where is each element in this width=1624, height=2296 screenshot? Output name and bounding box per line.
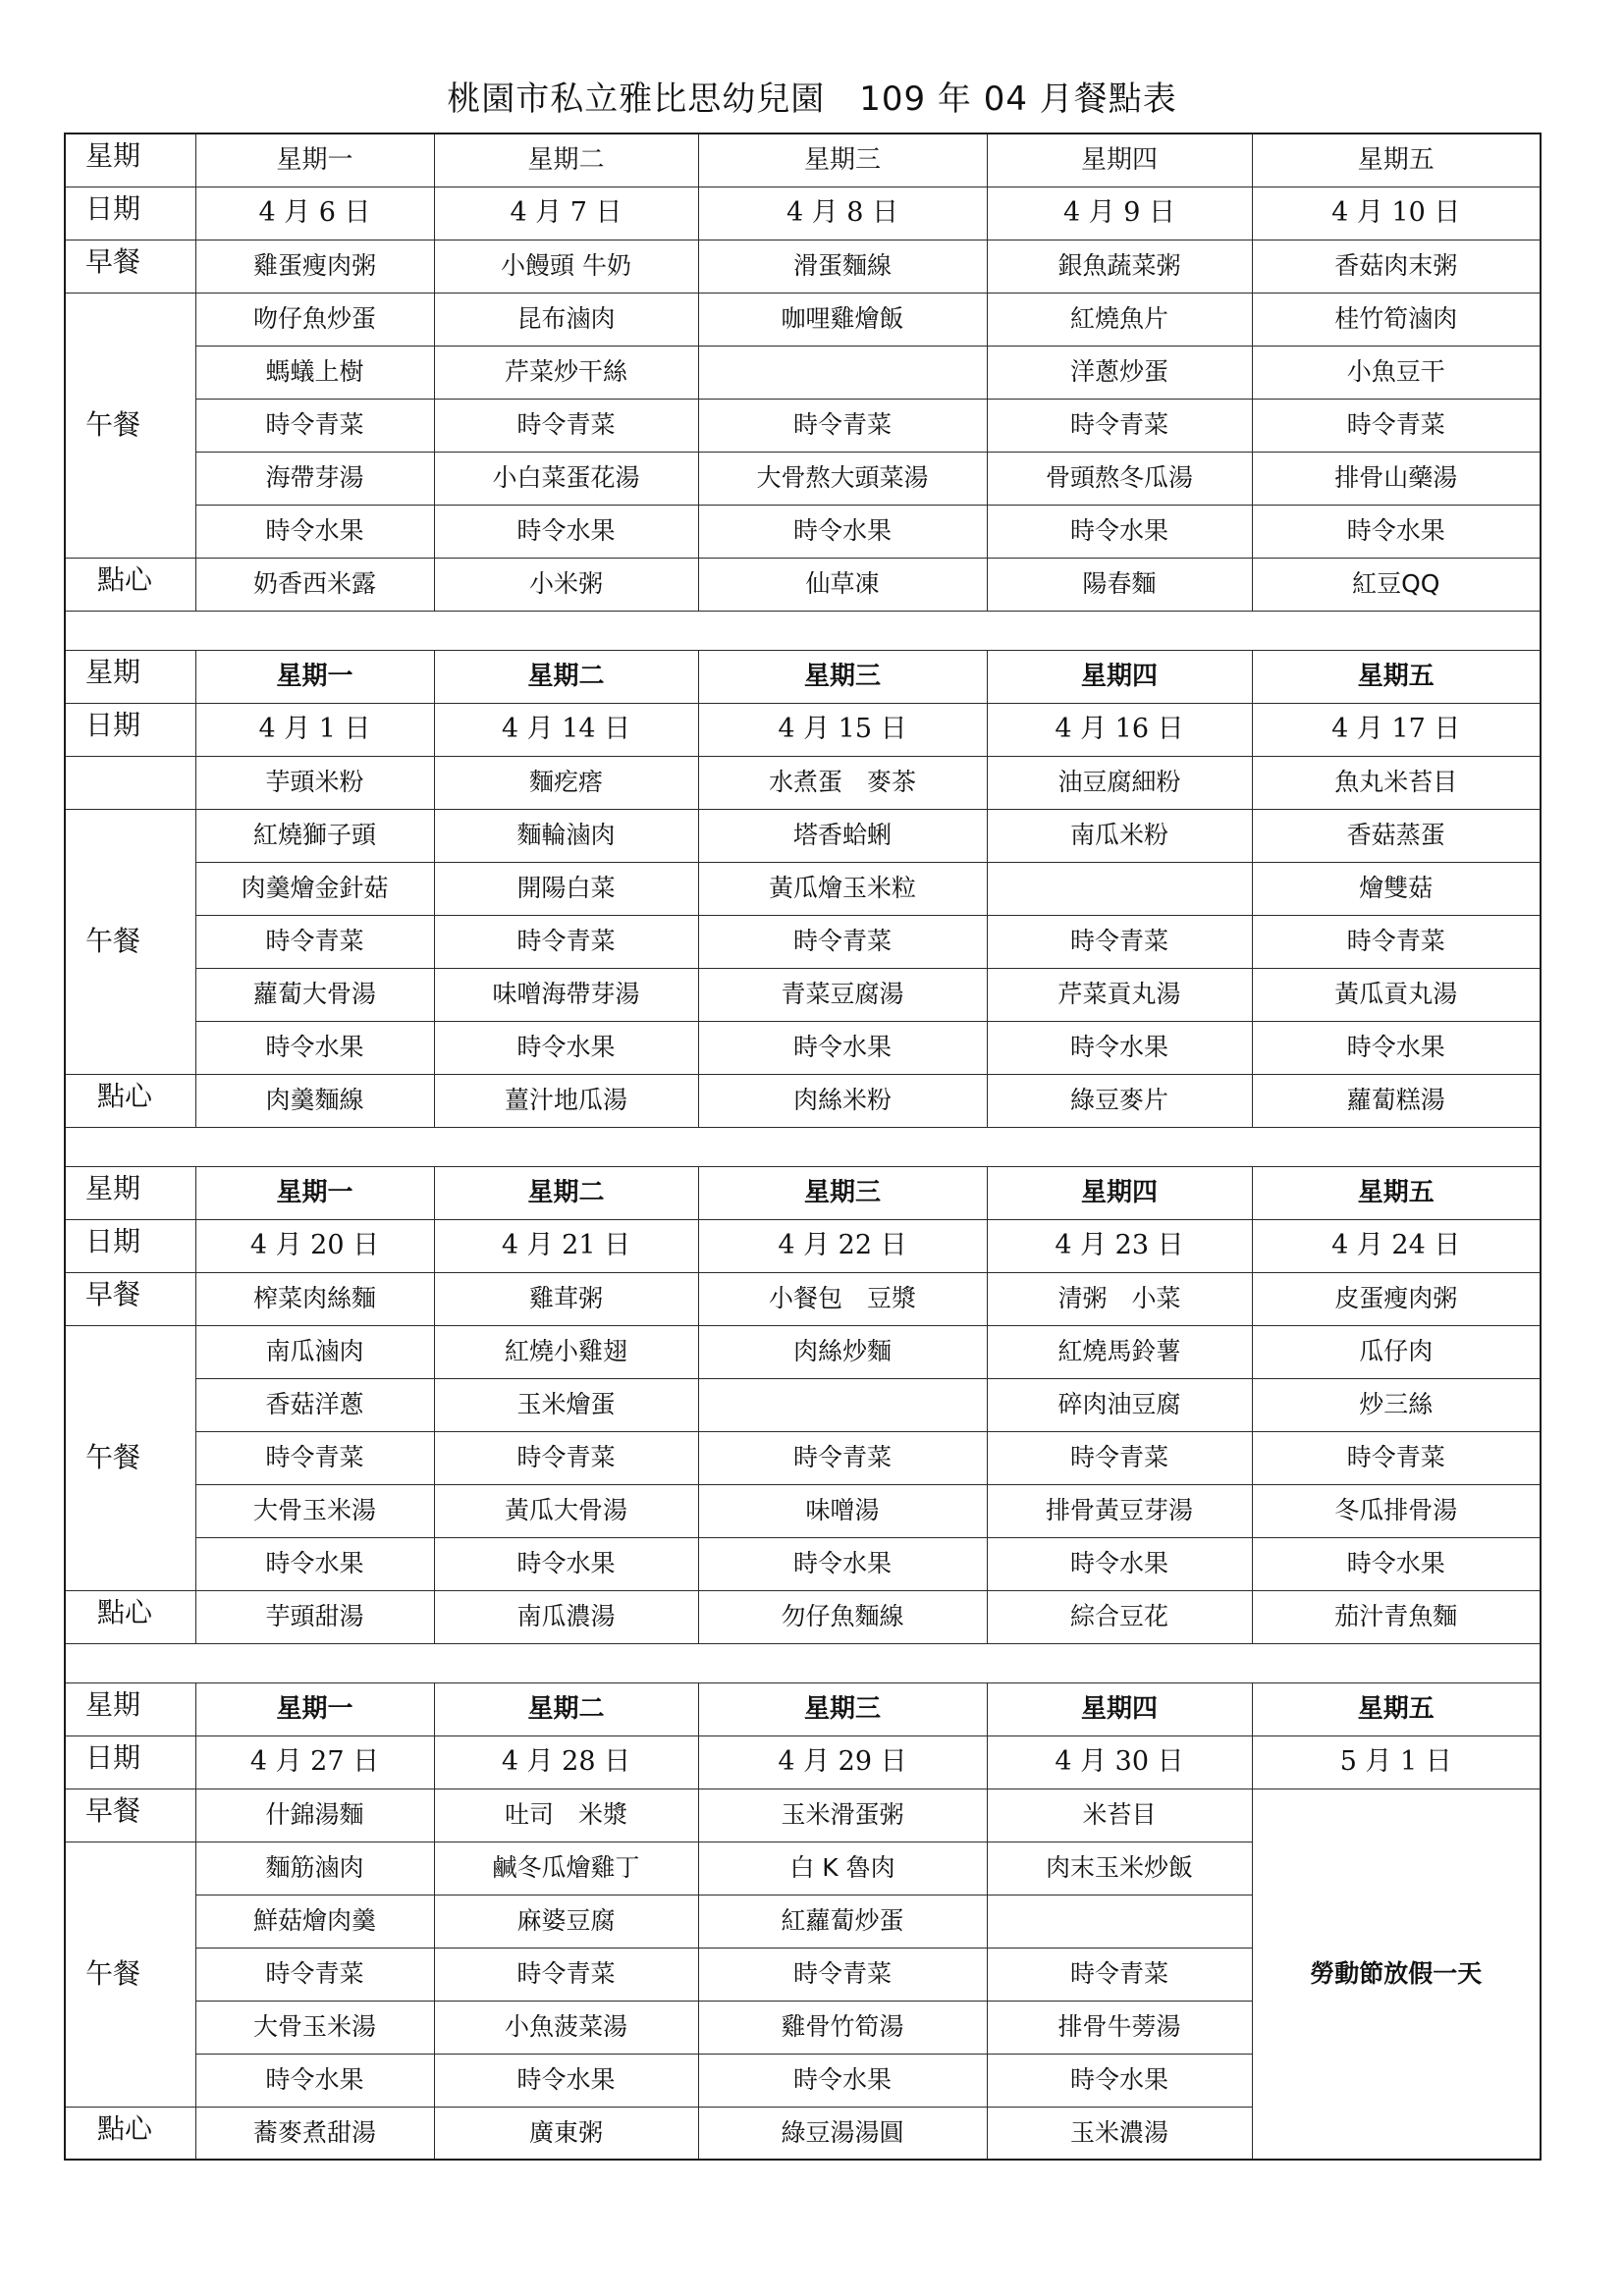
day-header-friday: 星期五 — [1252, 133, 1541, 187]
lunch-row — [65, 915, 1541, 968]
date-label: 日期 — [65, 703, 195, 756]
weekday-row — [65, 133, 1541, 187]
lunch-dish-tuesday: 紅燒小雞翅 — [434, 1325, 698, 1378]
breakfast-monday: 芋頭米粉 — [195, 756, 434, 809]
breakfast-row — [65, 1272, 1541, 1325]
lunch-dish-wednesday: 雞骨竹筍湯 — [698, 2001, 987, 2054]
lunch-dish-friday: 時令青菜 — [1252, 1431, 1541, 1484]
breakfast-label: 早餐 — [65, 1272, 195, 1325]
lunch-dish-monday: 香菇洋蔥 — [195, 1378, 434, 1431]
lunch-dish-thursday: 紅燒魚片 — [987, 293, 1252, 346]
date-monday: 4 月 6 日 — [195, 187, 434, 240]
lunch-dish-tuesday: 鹹冬瓜燴雞丁 — [434, 1842, 698, 1895]
day-header-tuesday: 星期二 — [434, 650, 698, 703]
lunch-dish-tuesday: 時令青菜 — [434, 1948, 698, 2001]
lunch-dish-tuesday: 時令青菜 — [434, 915, 698, 968]
lunch-dish-tuesday: 開陽白菜 — [434, 862, 698, 915]
breakfast-tuesday: 小饅頭 牛奶 — [434, 240, 698, 293]
snack-row — [65, 1590, 1541, 1643]
lunch-label: 午餐 — [65, 809, 195, 1074]
breakfast-monday: 雞蛋瘦肉粥 — [195, 240, 434, 293]
snack-thursday: 綠豆麥片 — [987, 1074, 1252, 1127]
day-header-thursday: 星期四 — [987, 1166, 1252, 1219]
lunch-dish-friday: 時令水果 — [1252, 1021, 1541, 1074]
lunch-dish-wednesday: 咖哩雞燴飯 — [698, 293, 987, 346]
day-header-friday: 星期五 — [1252, 1166, 1541, 1219]
lunch-dish-tuesday: 時令水果 — [434, 2054, 698, 2107]
lunch-dish-thursday: 時令水果 — [987, 505, 1252, 558]
lunch-dish-monday: 時令青菜 — [195, 399, 434, 452]
lunch-dish-thursday: 南瓜米粉 — [987, 809, 1252, 862]
week-separator-row — [65, 1643, 1541, 1682]
lunch-dish-wednesday — [698, 1378, 987, 1431]
lunch-row — [65, 968, 1541, 1021]
date-label: 日期 — [65, 1219, 195, 1272]
breakfast-wednesday: 水煮蛋 麥茶 — [698, 756, 987, 809]
lunch-dish-friday: 時令水果 — [1252, 505, 1541, 558]
lunch-row — [65, 1021, 1541, 1074]
date-tuesday: 4 月 28 日 — [434, 1735, 698, 1789]
lunch-dish-tuesday: 小白菜蛋花湯 — [434, 452, 698, 505]
week-separator — [65, 1643, 1541, 1682]
date-wednesday: 4 月 15 日 — [698, 703, 987, 756]
lunch-dish-friday: 黃瓜貢丸湯 — [1252, 968, 1541, 1021]
date-tuesday: 4 月 7 日 — [434, 187, 698, 240]
date-row — [65, 1735, 1541, 1789]
week-separator-row — [65, 1127, 1541, 1166]
lunch-dish-tuesday: 小魚菠菜湯 — [434, 2001, 698, 2054]
snack-label: 點心 — [65, 1590, 195, 1643]
lunch-row — [65, 1484, 1541, 1537]
lunch-dish-wednesday: 時令青菜 — [698, 1948, 987, 2001]
weekday-label: 星期 — [65, 1682, 195, 1735]
lunch-dish-monday: 時令青菜 — [195, 1431, 434, 1484]
lunch-dish-tuesday: 麵輪滷肉 — [434, 809, 698, 862]
lunch-dish-thursday: 肉末玉米炒飯 — [987, 1842, 1252, 1895]
lunch-dish-wednesday: 味噌湯 — [698, 1484, 987, 1537]
lunch-dish-thursday: 排骨黃豆芽湯 — [987, 1484, 1252, 1537]
day-header-wednesday: 星期三 — [698, 1166, 987, 1219]
lunch-dish-monday: 時令水果 — [195, 1021, 434, 1074]
lunch-dish-monday: 時令青菜 — [195, 1948, 434, 2001]
snack-label: 點心 — [65, 558, 195, 611]
lunch-dish-tuesday: 時令青菜 — [434, 399, 698, 452]
snack-monday: 奶香西米露 — [195, 558, 434, 611]
lunch-label: 午餐 — [65, 293, 195, 558]
date-thursday: 4 月 23 日 — [987, 1219, 1252, 1272]
lunch-dish-wednesday: 黃瓜燴玉米粒 — [698, 862, 987, 915]
lunch-dish-tuesday: 時令水果 — [434, 505, 698, 558]
lunch-dish-wednesday: 時令青菜 — [698, 1431, 987, 1484]
day-header-tuesday: 星期二 — [434, 1166, 698, 1219]
lunch-dish-monday: 時令水果 — [195, 2054, 434, 2107]
lunch-dish-thursday: 排骨牛蒡湯 — [987, 2001, 1252, 2054]
lunch-dish-thursday — [987, 862, 1252, 915]
snack-monday: 蕎麥煮甜湯 — [195, 2107, 434, 2160]
day-header-thursday: 星期四 — [987, 133, 1252, 187]
lunch-label: 午餐 — [65, 1325, 195, 1590]
lunch-dish-wednesday: 大骨熬大頭菜湯 — [698, 452, 987, 505]
lunch-dish-tuesday: 味噌海帶芽湯 — [434, 968, 698, 1021]
day-header-tuesday: 星期二 — [434, 133, 698, 187]
lunch-dish-wednesday: 時令水果 — [698, 1537, 987, 1590]
lunch-dish-wednesday: 紅蘿蔔炒蛋 — [698, 1895, 987, 1948]
breakfast-thursday: 清粥 小菜 — [987, 1272, 1252, 1325]
breakfast-wednesday: 滑蛋麵線 — [698, 240, 987, 293]
lunch-dish-thursday: 時令青菜 — [987, 915, 1252, 968]
breakfast-thursday: 油豆腐細粉 — [987, 756, 1252, 809]
date-thursday: 4 月 9 日 — [987, 187, 1252, 240]
snack-tuesday: 南瓜濃湯 — [434, 1590, 698, 1643]
lunch-dish-wednesday: 時令青菜 — [698, 399, 987, 452]
snack-tuesday: 薑汁地瓜湯 — [434, 1074, 698, 1127]
lunch-dish-thursday: 時令青菜 — [987, 399, 1252, 452]
date-monday: 4 月 1 日 — [195, 703, 434, 756]
lunch-dish-friday: 時令青菜 — [1252, 399, 1541, 452]
day-header-wednesday: 星期三 — [698, 650, 987, 703]
snack-wednesday: 肉絲米粉 — [698, 1074, 987, 1127]
breakfast-friday: 香菇肉末粥 — [1252, 240, 1541, 293]
day-header-monday: 星期一 — [195, 650, 434, 703]
lunch-dish-thursday: 時令青菜 — [987, 1431, 1252, 1484]
snack-friday: 紅豆QQ — [1252, 558, 1541, 611]
lunch-dish-monday: 紅燒獅子頭 — [195, 809, 434, 862]
lunch-dish-thursday: 時令青菜 — [987, 1948, 1252, 2001]
snack-thursday: 陽春麵 — [987, 558, 1252, 611]
lunch-dish-monday: 時令水果 — [195, 1537, 434, 1590]
date-thursday: 4 月 16 日 — [987, 703, 1252, 756]
page-title: 桃園市私立雅比思幼兒園 109 年 04 月餐點表 — [447, 80, 1177, 119]
lunch-dish-friday: 瓜仔肉 — [1252, 1325, 1541, 1378]
lunch-dish-wednesday — [698, 346, 987, 399]
breakfast-label — [65, 756, 195, 809]
lunch-dish-tuesday: 昆布滷肉 — [434, 293, 698, 346]
day-header-monday: 星期一 — [195, 133, 434, 187]
lunch-row — [65, 452, 1541, 505]
lunch-row — [65, 1431, 1541, 1484]
snack-monday: 肉羹麵線 — [195, 1074, 434, 1127]
snack-thursday: 綜合豆花 — [987, 1590, 1252, 1643]
lunch-dish-friday: 排骨山藥湯 — [1252, 452, 1541, 505]
lunch-dish-friday: 燴雙菇 — [1252, 862, 1541, 915]
breakfast-friday: 魚丸米苔目 — [1252, 756, 1541, 809]
lunch-dish-monday: 螞蟻上樹 — [195, 346, 434, 399]
snack-label: 點心 — [65, 1074, 195, 1127]
lunch-dish-tuesday: 芹菜炒干絲 — [434, 346, 698, 399]
lunch-dish-wednesday: 時令水果 — [698, 2054, 987, 2107]
lunch-row — [65, 399, 1541, 452]
lunch-dish-friday: 桂竹筍滷肉 — [1252, 293, 1541, 346]
date-wednesday: 4 月 22 日 — [698, 1219, 987, 1272]
holiday-notice: 勞動節放假一天 — [1252, 1789, 1541, 2160]
lunch-dish-monday: 大骨玉米湯 — [195, 2001, 434, 2054]
snack-wednesday: 綠豆湯湯圓 — [698, 2107, 987, 2160]
lunch-dish-tuesday: 時令水果 — [434, 1021, 698, 1074]
lunch-row — [65, 1537, 1541, 1590]
lunch-dish-wednesday: 肉絲炒麵 — [698, 1325, 987, 1378]
lunch-row — [65, 809, 1541, 862]
snack-wednesday: 勿仔魚麵線 — [698, 1590, 987, 1643]
lunch-dish-monday: 鮮菇燴肉羹 — [195, 1895, 434, 1948]
snack-monday: 芋頭甜湯 — [195, 1590, 434, 1643]
week-separator — [65, 1127, 1541, 1166]
lunch-label: 午餐 — [65, 1842, 195, 2107]
snack-row — [65, 1074, 1541, 1127]
breakfast-tuesday: 雞茸粥 — [434, 1272, 698, 1325]
lunch-dish-thursday: 時令水果 — [987, 1537, 1252, 1590]
snack-label: 點心 — [65, 2107, 195, 2160]
lunch-dish-monday: 時令青菜 — [195, 915, 434, 968]
breakfast-tuesday: 麵疙瘩 — [434, 756, 698, 809]
date-friday: 4 月 17 日 — [1252, 703, 1541, 756]
lunch-dish-tuesday: 時令水果 — [434, 1537, 698, 1590]
snack-tuesday: 廣東粥 — [434, 2107, 698, 2160]
lunch-dish-tuesday: 玉米燴蛋 — [434, 1378, 698, 1431]
breakfast-thursday: 米苔目 — [987, 1789, 1252, 1842]
lunch-dish-tuesday: 黃瓜大骨湯 — [434, 1484, 698, 1537]
breakfast-monday: 什錦湯麵 — [195, 1789, 434, 1842]
weekday-row — [65, 1166, 1541, 1219]
breakfast-label: 早餐 — [65, 1789, 195, 1842]
lunch-dish-wednesday: 青菜豆腐湯 — [698, 968, 987, 1021]
snack-friday: 茄汁青魚麵 — [1252, 1590, 1541, 1643]
lunch-dish-monday: 肉羹燴金針菇 — [195, 862, 434, 915]
lunch-dish-friday: 小魚豆干 — [1252, 346, 1541, 399]
lunch-dish-monday: 南瓜滷肉 — [195, 1325, 434, 1378]
day-header-monday: 星期一 — [195, 1682, 434, 1735]
weekday-label: 星期 — [65, 650, 195, 703]
lunch-dish-thursday: 碎肉油豆腐 — [987, 1378, 1252, 1431]
lunch-dish-friday: 香菇蒸蛋 — [1252, 809, 1541, 862]
day-header-thursday: 星期四 — [987, 1682, 1252, 1735]
date-wednesday: 4 月 29 日 — [698, 1735, 987, 1789]
date-label: 日期 — [65, 187, 195, 240]
lunch-dish-wednesday: 白 K 魯肉 — [698, 1842, 987, 1895]
lunch-dish-tuesday: 麻婆豆腐 — [434, 1895, 698, 1948]
lunch-row — [65, 293, 1541, 346]
lunch-dish-thursday: 時令水果 — [987, 2054, 1252, 2107]
lunch-row — [65, 1325, 1541, 1378]
breakfast-friday: 皮蛋瘦肉粥 — [1252, 1272, 1541, 1325]
lunch-dish-friday: 冬瓜排骨湯 — [1252, 1484, 1541, 1537]
meal-schedule-table — [64, 133, 1542, 2161]
breakfast-row — [65, 1789, 1541, 1842]
lunch-dish-friday: 炒三絲 — [1252, 1378, 1541, 1431]
week-separator — [65, 611, 1541, 650]
snack-tuesday: 小米粥 — [434, 558, 698, 611]
day-header-friday: 星期五 — [1252, 650, 1541, 703]
breakfast-monday: 榨菜肉絲麵 — [195, 1272, 434, 1325]
date-monday: 4 月 27 日 — [195, 1735, 434, 1789]
lunch-dish-thursday: 時令水果 — [987, 1021, 1252, 1074]
breakfast-thursday: 銀魚蔬菜粥 — [987, 240, 1252, 293]
lunch-dish-wednesday: 時令水果 — [698, 1021, 987, 1074]
breakfast-wednesday: 小餐包 豆漿 — [698, 1272, 987, 1325]
breakfast-row — [65, 756, 1541, 809]
lunch-row — [65, 862, 1541, 915]
day-header-friday: 星期五 — [1252, 1682, 1541, 1735]
date-tuesday: 4 月 21 日 — [434, 1219, 698, 1272]
lunch-dish-monday: 麵筋滷肉 — [195, 1842, 434, 1895]
breakfast-wednesday: 玉米滑蛋粥 — [698, 1789, 987, 1842]
lunch-dish-thursday — [987, 1895, 1252, 1948]
week-separator-row — [65, 611, 1541, 650]
day-header-wednesday: 星期三 — [698, 1682, 987, 1735]
weekday-label: 星期 — [65, 133, 195, 187]
snack-friday: 蘿蔔糕湯 — [1252, 1074, 1541, 1127]
lunch-dish-thursday: 骨頭熬冬瓜湯 — [987, 452, 1252, 505]
lunch-dish-wednesday: 時令青菜 — [698, 915, 987, 968]
weekday-row — [65, 650, 1541, 703]
lunch-dish-monday: 時令水果 — [195, 505, 434, 558]
lunch-row — [65, 505, 1541, 558]
date-row — [65, 1219, 1541, 1272]
day-header-monday: 星期一 — [195, 1166, 434, 1219]
lunch-row — [65, 1378, 1541, 1431]
breakfast-row — [65, 240, 1541, 293]
weekday-label: 星期 — [65, 1166, 195, 1219]
lunch-dish-thursday: 紅燒馬鈴薯 — [987, 1325, 1252, 1378]
date-tuesday: 4 月 14 日 — [434, 703, 698, 756]
lunch-dish-friday: 時令水果 — [1252, 1537, 1541, 1590]
date-monday: 4 月 20 日 — [195, 1219, 434, 1272]
lunch-dish-monday: 海帶芽湯 — [195, 452, 434, 505]
lunch-row — [65, 346, 1541, 399]
snack-row — [65, 558, 1541, 611]
lunch-dish-monday: 大骨玉米湯 — [195, 1484, 434, 1537]
date-friday: 4 月 24 日 — [1252, 1219, 1541, 1272]
breakfast-label: 早餐 — [65, 240, 195, 293]
date-row — [65, 187, 1541, 240]
date-row — [65, 703, 1541, 756]
date-friday: 5 月 1 日 — [1252, 1735, 1541, 1789]
day-header-wednesday: 星期三 — [698, 133, 987, 187]
lunch-dish-monday: 蘿蔔大骨湯 — [195, 968, 434, 1021]
meal-schedule-body — [65, 133, 1541, 2160]
breakfast-tuesday: 吐司 米漿 — [434, 1789, 698, 1842]
snack-wednesday: 仙草凍 — [698, 558, 987, 611]
lunch-dish-thursday: 洋蔥炒蛋 — [987, 346, 1252, 399]
day-header-tuesday: 星期二 — [434, 1682, 698, 1735]
snack-thursday: 玉米濃湯 — [987, 2107, 1252, 2160]
date-label: 日期 — [65, 1735, 195, 1789]
lunch-dish-wednesday: 塔香蛤蜊 — [698, 809, 987, 862]
lunch-dish-tuesday: 時令青菜 — [434, 1431, 698, 1484]
lunch-dish-thursday: 芹菜貢丸湯 — [987, 968, 1252, 1021]
lunch-dish-wednesday: 時令水果 — [698, 505, 987, 558]
date-friday: 4 月 10 日 — [1252, 187, 1541, 240]
weekday-row — [65, 1682, 1541, 1735]
date-thursday: 4 月 30 日 — [987, 1735, 1252, 1789]
lunch-dish-monday: 吻仔魚炒蛋 — [195, 293, 434, 346]
day-header-thursday: 星期四 — [987, 650, 1252, 703]
date-wednesday: 4 月 8 日 — [698, 187, 987, 240]
lunch-dish-friday: 時令青菜 — [1252, 915, 1541, 968]
